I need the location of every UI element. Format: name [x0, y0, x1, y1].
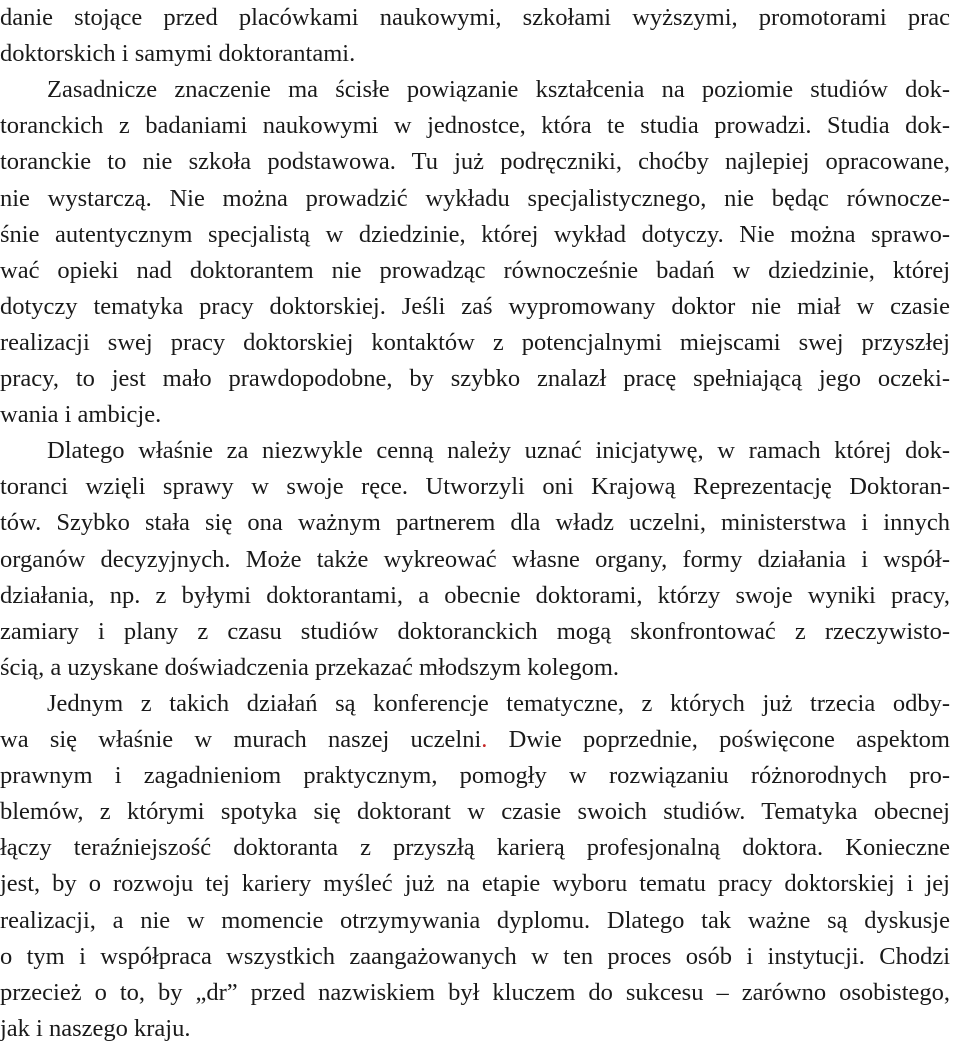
text-line: jak i naszego kraju. [0, 1014, 191, 1042]
text-line: Jednym z takich działań są konferencje tematyczne, z których już trzecia odby- [47, 689, 950, 717]
text-line: doktorskich i samymi doktorantami. [0, 40, 356, 68]
text-line: łączy teraźniejszość doktoranta z przyszłą karierą profesjonalną doktora. Konieczne [0, 834, 950, 862]
text-line: jest, by o rozwoju tej kariery myśleć już na etapie wyboru tematu pracy doktorskiej i jej [0, 870, 950, 898]
text-line: wa się właśnie w murach naszej uczelni. Dwie poprzednie, poświęcone aspektom [0, 726, 950, 753]
text-line: nie wystarczą. Nie można prowadzić wykładu specjalistycznego, nie będąc równocze- [0, 184, 950, 212]
text-line: wać opieki nad doktorantem nie prowadząc równocześnie badań w dziedzinie, której [0, 256, 950, 284]
text-line: o tym i współpraca wszystkich zaangażowanych w ten proces osób i instytucji. Chodzi [0, 942, 950, 970]
text-line: realizacji swej pracy doktorskiej kontaktów z potencjalnymi miejscami swej przyszłej [0, 328, 950, 356]
text-line: prawnym i zagadnieniom praktycznym, pomogły w rozwiązaniu różnorodnych pro- [0, 762, 950, 790]
text-line: Dlatego właśnie za niezwykle cenną należy uznać inicjatywę, w ramach której dok- [47, 437, 950, 465]
text-line: ścią, a uzyskane doświadczenia przekazać młodszym kolegom. [0, 653, 620, 681]
text-line: toranckich z badaniami naukowymi w jednostce, która te studia prowadzi. Studia dok- [0, 112, 950, 140]
text-line: zamiary i plany z czasu studiów doktoranckich mogą skonfrontować z rzeczywisto- [0, 617, 950, 645]
text-line: blemów, z którymi spotyka się doktorant w czasie swoich studiów. Tematyka obecnej [0, 798, 950, 826]
text-line: pracy, to jest mało prawdopodobne, by szybko znalazł pracę spełniającą jego oczeki- [0, 365, 950, 392]
text-line: organów decyzyjnych. Może także wykreować własne organy, formy działania i współ- [0, 545, 950, 573]
text-line: dotyczy tematyka pracy doktorskiej. Jeśli zaś wypromowany doktor nie miał w czasie [0, 292, 950, 320]
text-line: danie stojące przed placówkami naukowymi, szkołami wyższymi, promotorami prac [0, 4, 950, 31]
text-line: wania i ambicje. [0, 401, 162, 429]
text-line: tów. Szybko stała się ona ważnym partnerem dla władz uczelni, ministerstwa i innych [0, 509, 950, 537]
text-line: przecież o to, by „dr” przed nazwiskiem był kluczem do sukcesu – zarówno osobistego, [0, 978, 950, 1006]
text-line: śnie autentycznym specjalistą w dziedzinie, której wykład dotyczy. Nie można sprawo- [0, 220, 950, 248]
highlighted-period: . [481, 726, 488, 753]
text-line: działania, np. z byłymi doktorantami, a obecnie doktorami, którzy swoje wyniki pracy, [0, 581, 950, 609]
text-line: toranckie to nie szkoła podstawowa. Tu już podręczniki, choćby najlepiej opracowane, [0, 148, 950, 176]
text-line: toranci wzięli sprawy w swoje ręce. Utworzyli oni Krajową Reprezentację Doktoran- [0, 473, 950, 501]
text-line: realizacji, a nie w momencie otrzymywania dyplomu. Dlatego tak ważne są dyskusje [0, 906, 950, 934]
text-line: Zasadnicze znaczenie ma ścisłe powiązanie kształcenia na poziomie studiów dok- [47, 76, 950, 104]
